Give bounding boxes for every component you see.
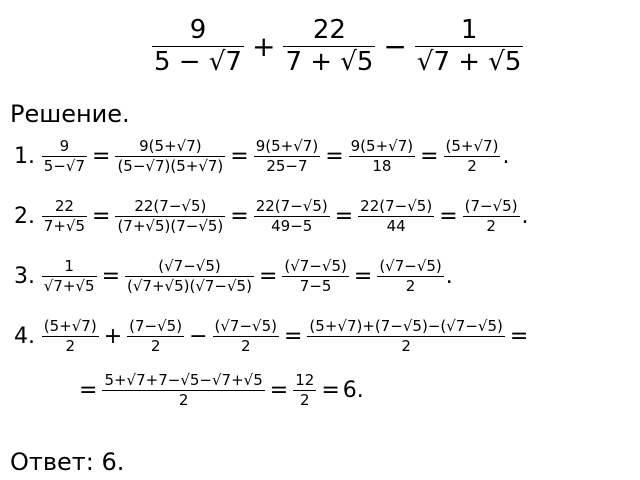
numerator: (√7−√5): [214, 317, 277, 335]
numerator: (√7−√5): [158, 257, 221, 275]
fraction: [463, 198, 520, 234]
step-number: 3.: [14, 263, 35, 289]
denominator: 2: [65, 336, 76, 355]
step-number: 4.: [14, 323, 35, 349]
denominator: 2: [401, 336, 411, 355]
equals-sign: =: [420, 143, 439, 169]
step-4: [14, 318, 531, 354]
minus-sign: −: [189, 323, 208, 349]
denominator: 2: [240, 336, 251, 355]
numerator: 22: [54, 197, 74, 215]
denominator: 2: [405, 276, 416, 295]
denominator: 5−√7: [43, 156, 85, 175]
problem-expression: [150, 16, 525, 76]
fraction: [358, 198, 434, 234]
equals-sign: =: [79, 377, 98, 403]
denominator: 2: [486, 216, 496, 235]
numerator: 22(7−√5): [134, 197, 207, 215]
problem-fraction-3: [415, 16, 524, 76]
denominator: 7 + √5: [285, 46, 374, 77]
numerator: (5+√7): [43, 317, 97, 335]
denominator: 2: [299, 390, 310, 409]
denominator: 44: [386, 216, 406, 235]
step-number: 1.: [14, 143, 35, 169]
equals-sign: =: [101, 263, 120, 289]
fraction: [213, 318, 279, 354]
numerator: 9(5+√7): [255, 137, 319, 155]
equals-sign: =: [509, 323, 529, 349]
numerator: 9: [189, 15, 207, 45]
numerator: (5+√7)+(7−√5)−(√7−√5): [309, 317, 503, 335]
fraction: [102, 372, 264, 408]
fraction: [127, 318, 184, 354]
fraction: [115, 138, 225, 174]
equals-sign: =: [230, 143, 249, 169]
denominator: 2: [150, 336, 161, 355]
numerator: 1: [460, 15, 478, 45]
denominator: 7−5: [299, 276, 332, 295]
equals-sign: =: [283, 323, 303, 349]
numerator: (7−√5): [464, 197, 518, 215]
denominator: (7+√5)(7−√5): [117, 216, 224, 235]
denominator: 5 − √7: [154, 46, 242, 77]
fraction: [42, 138, 87, 174]
fraction: [125, 258, 254, 294]
equals-sign: =: [321, 377, 340, 403]
answer-text: Ответ: 6.: [10, 448, 125, 476]
fraction: [254, 138, 320, 174]
numerator: 9(5+√7): [139, 137, 202, 155]
period: .: [502, 143, 510, 169]
denominator: 18: [372, 156, 392, 175]
step-1: [14, 138, 509, 174]
numerator: 12: [295, 371, 315, 389]
fraction: [42, 258, 97, 294]
numerator: 5+√7+7−√5−√7+√5: [104, 371, 263, 389]
denominator: 2: [178, 390, 189, 409]
fraction: [307, 318, 504, 354]
step-2: [14, 198, 529, 234]
fraction: [254, 198, 330, 234]
fraction: [115, 198, 225, 234]
denominator: 49−5: [271, 216, 313, 235]
numerator: 22(7−√5): [255, 197, 328, 215]
equals-sign: =: [334, 203, 354, 229]
equals-sign: =: [92, 143, 111, 169]
numerator: (7−√5): [129, 317, 183, 335]
problem-fraction-2: [283, 16, 375, 76]
denominator: √7 + √5: [416, 46, 522, 77]
equals-sign: =: [92, 203, 111, 229]
numerator: 1: [64, 257, 74, 275]
step-number: 2.: [14, 203, 35, 229]
equals-sign: =: [439, 203, 458, 229]
period: .: [521, 203, 529, 229]
step-4-continuation: [76, 372, 364, 408]
fraction: [444, 138, 501, 174]
denominator: √7+√5: [43, 276, 95, 295]
denominator: 25−7: [266, 156, 308, 175]
numerator: 22: [312, 15, 346, 45]
equals-sign: =: [258, 263, 278, 289]
numerator: 9(5+√7): [350, 137, 414, 155]
equals-sign: =: [230, 203, 249, 229]
fraction: [377, 258, 443, 294]
fraction: [42, 318, 99, 354]
numerator: 22(7−√5): [360, 197, 433, 215]
solution-heading: Решение.: [10, 100, 130, 128]
fraction: [42, 198, 87, 234]
numerator: (√7−√5): [284, 257, 347, 275]
period: .: [445, 263, 453, 289]
denominator: (5−√7)(5+√7): [117, 156, 224, 175]
plus-sign: +: [103, 323, 123, 349]
equals-sign: =: [325, 143, 344, 169]
plus-sign: +: [251, 29, 276, 63]
fraction: [282, 258, 348, 294]
denominator: (√7+√5)(√7−√5): [127, 276, 252, 295]
result-value: 6.: [342, 377, 364, 403]
denominator: 2: [467, 156, 477, 175]
equals-sign: =: [269, 377, 289, 403]
denominator: 7+√5: [43, 216, 85, 235]
numerator: (√7−√5): [379, 257, 442, 275]
step-3: [14, 258, 453, 294]
equals-sign: =: [353, 263, 373, 289]
problem-fraction-1: [152, 16, 244, 76]
numerator: (5+√7): [445, 137, 499, 155]
numerator: 9: [59, 137, 70, 155]
fraction: [293, 372, 316, 408]
minus-sign: −: [383, 29, 407, 63]
fraction: [349, 138, 415, 174]
